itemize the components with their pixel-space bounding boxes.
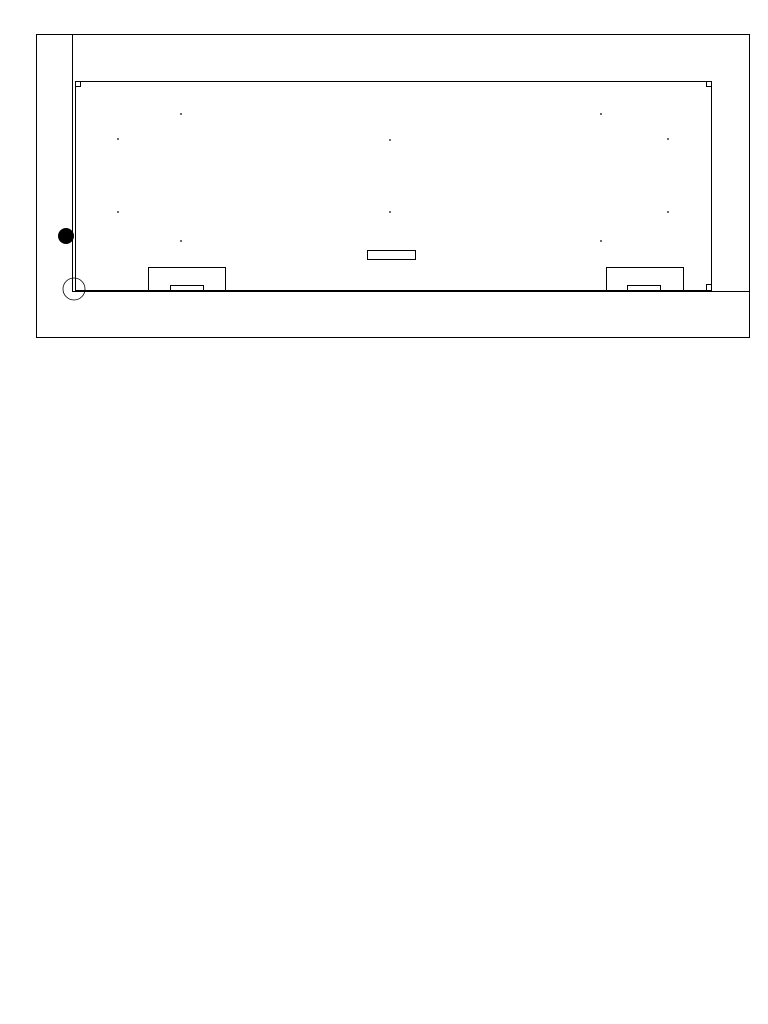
corner-mark: [76, 82, 81, 87]
nc-report: [36, 339, 766, 378]
tools-header-row: [36, 339, 766, 349]
origin-circle: [63, 278, 85, 300]
reference-dot: [58, 228, 74, 244]
tools-separator: [36, 353, 766, 363]
tools-total-row: [36, 368, 766, 378]
corner-mark: [707, 285, 712, 291]
corner-mark: [707, 82, 712, 87]
clamp-left: [149, 268, 226, 292]
center-slot: [368, 251, 416, 260]
part-drawing: [0, 0, 768, 340]
drawing-frame: [37, 35, 750, 338]
clamp-right: [607, 268, 684, 292]
location-dots: [117, 113, 669, 242]
